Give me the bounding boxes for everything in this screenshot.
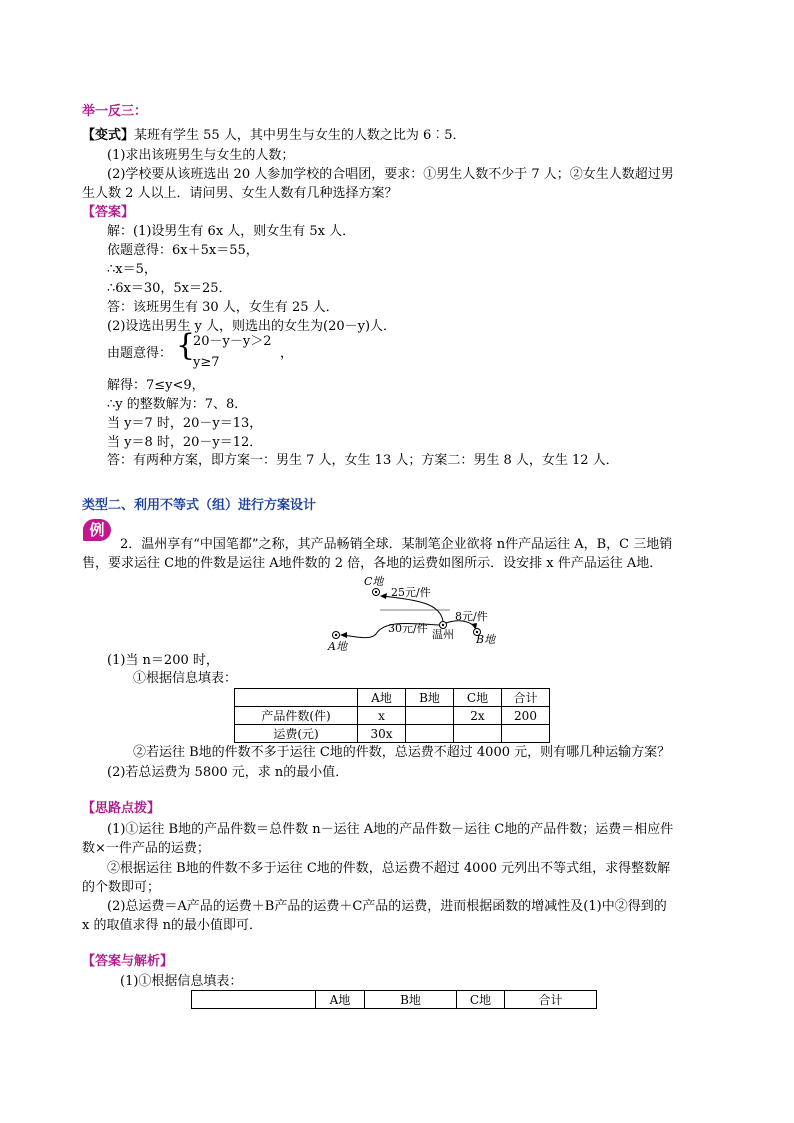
table-cell: 产品件数(件) — [235, 707, 358, 725]
question-part2: (2)若总运费为 5800 元，求 n的最小值． — [107, 765, 349, 780]
arrow-to-c-icon — [380, 593, 387, 599]
table-cell: B地 — [365, 991, 457, 1009]
system-label: 由题意得： — [107, 346, 173, 361]
variant-tag: 【变式】 — [82, 128, 135, 143]
table-cell: A地 — [358, 689, 406, 707]
table-cell: C地 — [454, 689, 502, 707]
example-line1: 2．温州享有“中国笔都”之称，其产品畅销全球．某制笔企业欲将 n件产品运往 A，B，C 三地销 — [120, 537, 673, 552]
answer-table — [191, 990, 597, 1009]
system-eq2: y≥7 — [193, 355, 220, 370]
table-header-row — [235, 689, 550, 707]
table-cell: B地 — [406, 689, 454, 707]
info-table — [234, 688, 550, 743]
table-cell: A地 — [316, 991, 365, 1009]
table-cell: x — [358, 707, 406, 725]
answer-line: 答：该班男生有 30 人，女生有 25 人． — [107, 300, 339, 315]
table-cell: 合计 — [502, 689, 550, 707]
variant-q2-line2: 生人数 2 人以上．请问男、女生人数有几种选择方案？ — [82, 186, 398, 201]
analysis-line1: (1)①根据信息填表： — [120, 974, 243, 989]
hint-line: 数×一件产品的运费； — [82, 841, 210, 856]
diagram-a-label: A地 — [328, 640, 347, 653]
system-comma: ， — [280, 346, 294, 361]
table-cell: 30x — [358, 725, 406, 743]
diagram-wz-label: 温州 — [432, 628, 454, 641]
answer-line: ∴x＝5， — [107, 262, 157, 277]
table-cell: 合计 — [505, 991, 597, 1009]
table-cell — [192, 991, 316, 1009]
diagram-cost-c: 25元/件 — [391, 586, 431, 599]
answer-line: 当 y＝7 时，20－y＝13， — [107, 416, 263, 431]
answer-line: 当 y＝8 时，20－y＝12． — [107, 435, 263, 450]
answer-line: 解得：7≤y<9， — [107, 378, 205, 393]
table-header-row — [192, 991, 597, 1009]
table-cell — [406, 707, 454, 725]
table-cell — [454, 725, 502, 743]
type2-title: 类型二、利用不等式（组）进行方案设计 — [82, 498, 317, 513]
answer-line: 解：(1)设男生有 6x 人，则女生有 5x 人． — [107, 224, 356, 239]
diagram-c-label: C地 — [364, 575, 384, 588]
table-cell: 运费(元) — [235, 725, 358, 743]
variant-q1: (1)求出该班男生与女生的人数； — [107, 148, 295, 163]
table-row — [235, 707, 550, 725]
table-row — [235, 725, 550, 743]
brace-symbol: { — [176, 328, 196, 363]
arrow-to-a-icon — [340, 632, 347, 638]
variant-problem-text: 某班有学生 55 人，其中男生与女生的人数之比为 6︰5． — [134, 128, 466, 143]
example-badge-icon: 例 — [83, 519, 111, 541]
answer-line: ∴6x＝30，5x＝25． — [107, 281, 232, 296]
analysis-tag: 【答案与解析】 — [82, 954, 174, 969]
question-part1-2: ②若运往 B地的件数不多于运往 C地的件数，总运费不超过 4000 元，则有哪几种运输方案？ — [133, 745, 671, 760]
answer-line: 答：有两种方案，即方案一：男生 7 人，女生 13 人；方案二：男生 8 人，女生 12 人． — [107, 453, 619, 468]
system-eq1: 20－y－y＞2 — [193, 334, 272, 349]
table-cell: 2x — [454, 707, 502, 725]
table-cell: C地 — [457, 991, 505, 1009]
answer-line: 依题意得：6x＋5x＝55， — [107, 243, 259, 258]
hint-line: (2)总运费＝A产品的运费＋B产品的运费＋C产品的运费，进而根据函数的增减性及(1)中②得到的 — [107, 899, 667, 914]
diagram-cost-a: 30元/件 — [388, 622, 428, 635]
a-point-icon — [333, 632, 340, 639]
hint-line: (1)①运往 B地的产品件数＝总件数 n－运往 A地的产品件数－运往 C地的产品件数；运费＝相应件 — [107, 822, 674, 837]
hint-line: 的个数即可； — [82, 880, 161, 895]
hint-tag: 【思路点拨】 — [82, 801, 161, 816]
table-cell — [502, 725, 550, 743]
question-part1: (1)当 n＝200 时， — [107, 653, 219, 668]
section-title: 举一反三： — [82, 104, 148, 119]
answer-line: (2)设选出男生 y 人，则选出的女生为(20－y)人． — [107, 319, 397, 334]
table-cell — [406, 725, 454, 743]
variant-q2-line1: (2)学校要从该班选出 20 人参加学校的合唱团，要求：①男生人数不少于 7 人；②女生人数超过男 — [107, 167, 674, 182]
diagram-b-label: B地 — [476, 633, 496, 646]
hint-line: ②根据运往 B地的件数不多于运往 C地的件数，总运费不超过 4000 元列出不等式组，求得整数解 — [107, 861, 671, 876]
answer-tag: 【答案】 — [82, 205, 135, 220]
diagram-cost-b: 8元/件 — [455, 610, 488, 623]
example-line2: 售，要求运往 C地的件数是运往 A地件数的 2 倍，各地的运费如图所示．设安排 x 件产品运往 A地． — [82, 556, 663, 571]
answer-line: ∴y 的整数解为：7、8． — [107, 397, 248, 412]
table-cell — [235, 689, 358, 707]
question-part1-1: ①根据信息填表： — [133, 671, 238, 686]
variant-problem — [82, 128, 466, 144]
table-cell: 200 — [502, 707, 550, 725]
hint-line: x 的取值求得 n的最小值即可． — [82, 918, 262, 933]
